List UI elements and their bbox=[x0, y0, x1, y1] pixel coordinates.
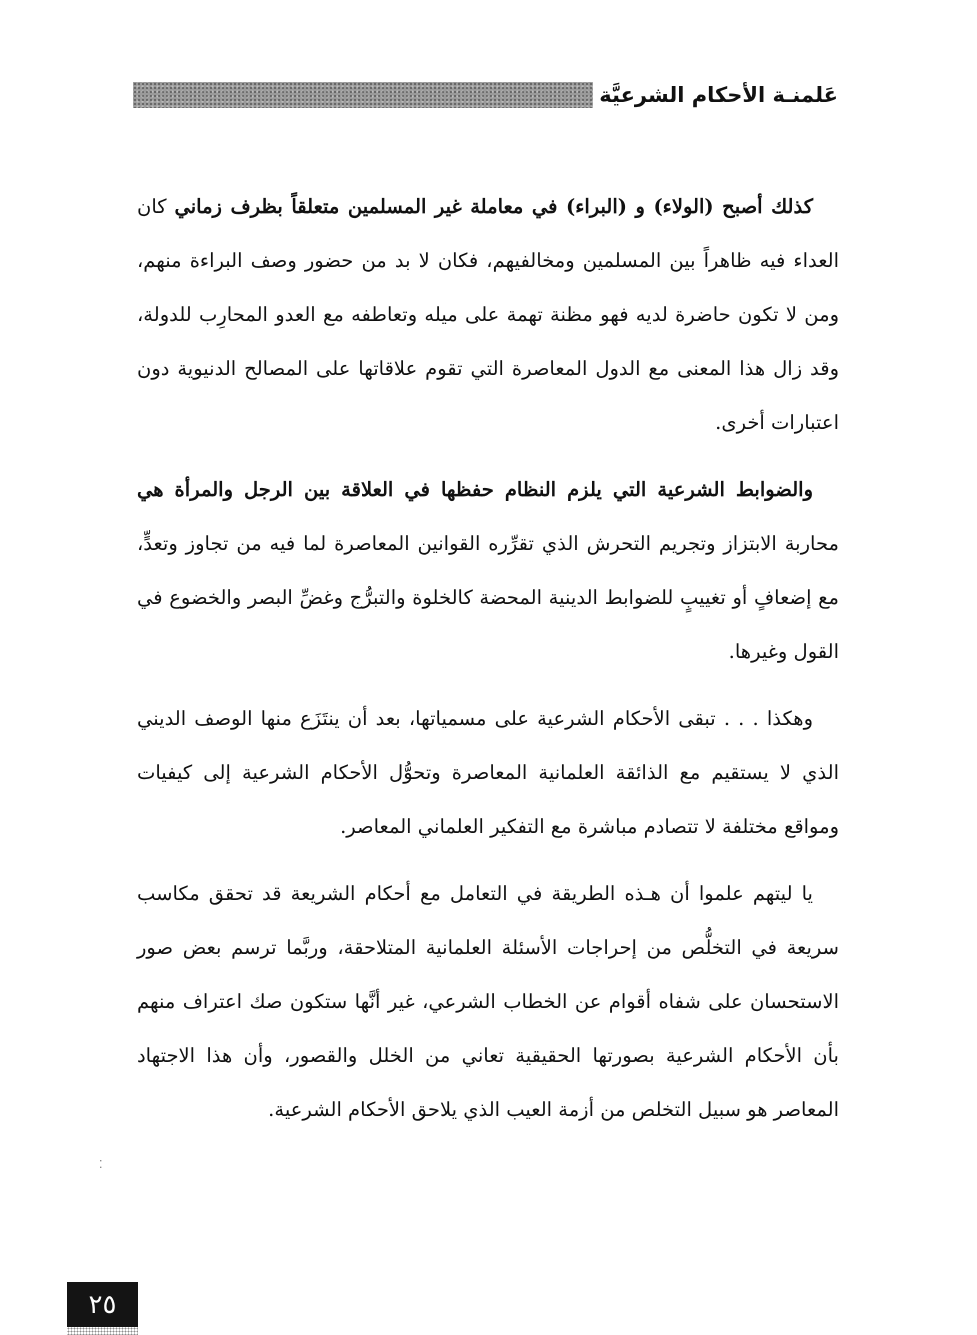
paragraph-1-lead: كذلك أصبح (الولاء) و (البراء) في معاملة غير المسلمين متعلقاً بظرف زماني bbox=[174, 195, 813, 218]
paragraph-1-text: كان العداء فيه ظاهراً بين المسلمين ومخالفيهم، فكان لا بد من حضور وصف البراءة منهم، ومن لا تكون حاضرة لديه فهو مظنة تهمة على ميله وتعاطفه مع العدو المحارِب للدولة، وقد زال هذا المعنى مع الدول المعاصرة التي تقوم علاقاتها على المصالح الدنيوية دون اعتبارات أخرى. bbox=[137, 195, 839, 434]
paragraph-2-lead: والضوابط الشرعية التي يلزم النظام حفظها في العلاقة بين الرجل والمرأة هي bbox=[137, 478, 813, 501]
paragraph-4 bbox=[137, 867, 839, 1137]
paragraph-1 bbox=[137, 180, 839, 450]
paragraph-3-text: وهكذا . . . تبقى الأحكام الشرعية على مسمياتها، بعد أن ينتَزَع منها الوصف الديني الذي لا يستقيم مع الذائقة العلمانية المعاصرة وتحوُّل الأحكام الشرعية إلى كيفيات ومواقع مختلفة لا تتصادم مباشرة مع التفكير العلماني المعاصر. bbox=[137, 707, 839, 838]
paragraph-2-text: محاربة الابتزاز وتجريم التحرش الذي تقرِّره القوانين المعاصرة لما فيه من تجاوز وتعدٍّ، مع إضعافٍ أو تغييبٍ للضوابط الدينية المحضة كالخلوة والتبرُّج وغضِّ البصر والخضوع في القول وغيرها. bbox=[137, 532, 839, 663]
paragraph-3 bbox=[137, 692, 839, 854]
running-header bbox=[133, 78, 838, 112]
page-number: ٢٥ bbox=[88, 1289, 117, 1320]
running-title: عَلمنـة الأحكام الشرعيَّة bbox=[599, 83, 838, 107]
body-text bbox=[137, 180, 839, 1150]
page-number-box bbox=[67, 1282, 138, 1327]
paragraph-2 bbox=[137, 463, 839, 679]
scan-speck: ⁚ bbox=[99, 1158, 103, 1171]
header-decorative-bar bbox=[133, 82, 593, 108]
paragraph-4-text: يا ليتهم علموا أن هـذه الطريقة في التعامل مع أحكام الشريعة قد تحقق مكاسب سريعة في التخلُّص من إحراجات الأسئلة العلمانية المتلاحقة، وربَّما ترسم بعض صور الاستحسان على شفاه أقوام عن الخطاب الشرعي، غير أنَّها ستكون صك اعتراف منهم بأن الأحكام الشرعية بصورتها الحقيقية تعاني من الخلل والقصور، وأن هذا الاجتهاد المعاصر هو سبيل التخلص من أزمة العيب الذي يلاحق الأحكام الشرعية. bbox=[137, 882, 839, 1121]
page-number-shade bbox=[67, 1327, 138, 1335]
